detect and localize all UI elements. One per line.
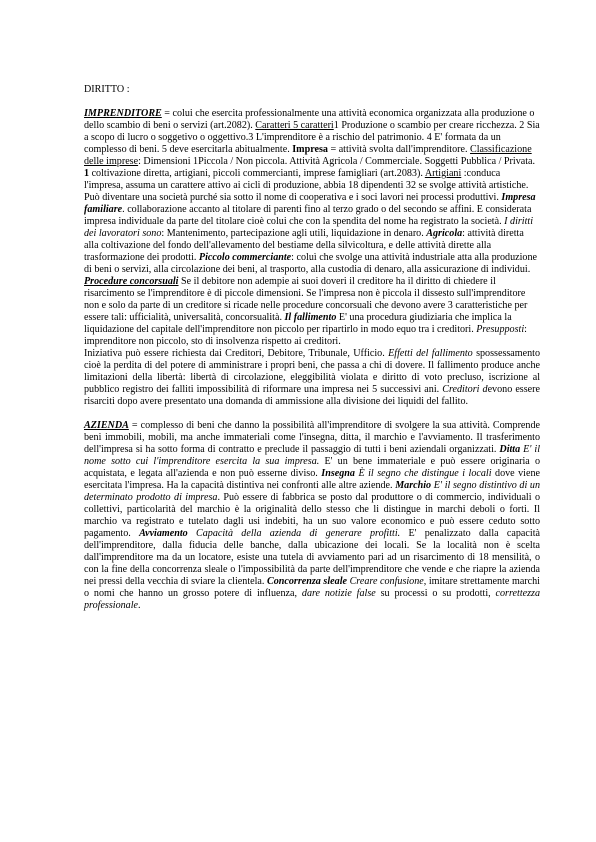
imprenditore-term: IMPRENDITORE [84, 108, 162, 119]
avviamento-definition: Capacità della azienda di generare profitti. [187, 528, 401, 539]
azienda-text-1: = complesso di beni che danno la possibilità all'imprenditore di svolgere la sua attività. Comprende beni immobili, mobili, ma anche immateriali come l'insegna, ditta, il marchio e l'avviamento. Il trasferimento dell'impresa si ha sotto forma di contratto e preclude il passaggio di tutti i beni aziendali organizzati. [84, 420, 540, 455]
classificazione-label: Classificazione delle imprese [84, 144, 532, 167]
iniziativa-paragraph [84, 348, 540, 408]
imprenditore-text-7: . collaborazione accanto al titolare di parenti fino al terzo grado o del secondo se affini. E considerata impresa individuale da parte del titolare cioè colui che con la spendita del nome ha registrato la società. [84, 204, 532, 227]
imprenditore-text-11: Se il debitore non adempie ai suoi doveri il creditore ha il diritto di chiedere il risarcimento se l'imprenditore è di piccole dimensioni. Se l'impresa non è piccola il dissesto sull'imprenditore non e solo da parte di un creditore si ricade nelle procedure concorsuali che devono avere 3 caratteristiche per essere tali: ufficialità, universalità, concorsualità. [84, 276, 528, 323]
azienda-text-2: E' un bene immateriale e può essere originaria o acquistata, e legata all'azienda e non può esserne diviso. [84, 456, 540, 479]
imprenditore-text-12: E' una procedura giudiziaria che implica la liquidazione del capitale dell'imprenditore non piccolo per ripartirlo in modo equo tra i creditori. [84, 312, 512, 335]
correttezza-label: correttezza professionale [84, 588, 541, 611]
azienda-text-3: dove viene esercitata l'impresa. Ha la capacità distintiva nei confronti alle altre aziende. [84, 468, 540, 491]
impresa-familiare-label: Impresa familiare [84, 192, 536, 215]
iniziativa-text-1: Iniziativa può essere richiesta dai Creditori, Debitore, Tribunale, Ufficio. [84, 348, 389, 359]
imprenditore-text-3: = attività svolta dall'imprenditore. [327, 144, 471, 155]
azienda-text-6: , imitare strettamente marchi o nomi che hanno un grosso potere di influenza, [84, 576, 540, 599]
imprenditore-text-9: : attività diretta alla coltivazione del fondo dell'allevamento del bestiame della silvicoltura, e delle attività dirette alla trasformazione dei prodotti. [84, 228, 524, 263]
artigiani-label: Artigiani [424, 168, 462, 179]
number-one: 1 [84, 168, 90, 179]
agricola-label: Agricola [426, 228, 463, 239]
notizie-false-label: dare notizie false [301, 588, 376, 599]
imprenditore-paragraph [84, 108, 540, 348]
concorrenza-definition: Creare confusione [346, 576, 424, 587]
imprenditore-text-6: :conduca l'impresa, assuma un carattere attivo ai cicli di produzione, abbia 18 dipendenti 32 se svolge attività artistiche. Può diventare una società purché sia sotto il nome di cooperativa e i soci lavori nei processi produttivi. [84, 168, 529, 203]
imprenditore-text-8: : Mantenimento, partecipazione agli utili, liquidazione in denaro. [161, 228, 427, 239]
ditta-definition: E' il nome sotto cui l'imprenditore esercita la sua impresa. [84, 444, 540, 467]
azienda-paragraph [84, 420, 540, 612]
impresa-label: Impresa [292, 144, 328, 155]
marchio-label: Marchio [395, 480, 432, 491]
fallimento-label: Il fallimento [284, 312, 337, 323]
avviamento-label: Avviamento [139, 528, 188, 539]
imprenditore-text-4: : Dimensioni 1Piccola / Non piccola. Attività Agricola / Commerciale. Soggetti Pubblica / Privata. [138, 156, 536, 167]
creditori-label: Creditori d [442, 384, 488, 395]
presupposti-label: Presupposti [476, 324, 525, 335]
paragraph-spacer [84, 408, 540, 420]
insegna-label: Insegna [321, 468, 355, 479]
document-page [84, 84, 540, 612]
iniziativa-text-3: evono essere risarciti dopo avere presentato una domanda di ammissione alla divisione dei liquidi del fallito. [84, 384, 540, 407]
azienda-text-5: E' penalizzato dalla capacità dell'imprenditore, dalla fiducia delle banche, dalla ubicazione dei locali. Se la località non è scelta dall'imprenditore ma da un locatore, esiste una tutela di avviamento pari ad un risarcimento di 18 mensilità, o con la fine della concorrenza sleale o l'impossibilità da parte dell'imprenditore che vende e che riapre la azienda nei pressi della vecchia di sviare la clientela. [84, 528, 540, 587]
azienda-term: AZIENDA [84, 420, 129, 431]
concorrenza-sleale-label: Concorrenza sleale [267, 576, 347, 587]
piccolo-commerciante-label: Piccolo commerciante [198, 252, 292, 263]
azienda-text-7: su processi o su prodotti, [375, 588, 496, 599]
imprenditore-text-10: : coluì che svolge una attività industriale atta alla produzione di beni o servizi, alla circolazione dei beni, al trasporto, alla custodia di denaro, alla assicurazione di individui. [84, 252, 537, 275]
procedure-concorsuali-label: Procedure concorsuali [84, 276, 179, 287]
effetti-label: Effetti del fallimento [388, 348, 473, 359]
azienda-text-8: . [138, 600, 141, 611]
imprenditore-text-5: coltivazione diretta, artigiani, piccoli commercianti, imprese famigliari (art.2083). [89, 168, 425, 179]
insegna-definition: È il segno che distingue i locali [354, 468, 492, 479]
imprenditore-text-13: : imprenditore non piccolo, sto di insolvenza rispetto ai creditori. [84, 324, 527, 347]
iniziativa-text-2: spossessamento cioè la perdita di del potere di amministrare i propri beni, che passa a chi di dovere. Il fallimento produce anche limitazioni della libertà: libertà di circolazione, eleggibilità violata e diritto di voto precluso, iscrizione al pubblico registro dei falliti impossibilità di riformare una impresa nei 5 successivi ani. [84, 348, 541, 395]
azienda-text-4: . Può essere di fabbrica se posto dal produttore o di commercio, individuali o collettivi, particolarità del marchio è la originalità dello stesso che li distingue in marchi deboli o forti. Il marchio va registrato e tutelato dagli usi indebiti, ha un suo valore economico e può essere ceduto sotto pagamento. [84, 492, 541, 539]
marchio-definition: E' il segno distintivo di un determinato prodotto di impresa [84, 480, 541, 503]
imprenditore-text-2: 1 Produzione o scambio per creare ricchezza. 2 Sia a scopo di lucro o soggetivo o oggettivo.3 L'imprenditore è a rischio del patrimonio. 4 E' formata da un complesso di beni. 5 deve esercitarla abitualmente. [84, 120, 540, 155]
document-heading: DIRITTO : [84, 84, 130, 95]
imprenditore-text-1: = colui che esercita professionalmente una attività economica organizzata alla produzione o dello scambio di beni o servizi (art.2082). [84, 108, 535, 131]
caratteri-label: Caratteri 5 caratteri [255, 120, 334, 131]
ditta-label: Ditta [499, 444, 521, 455]
diritti-label: I diritti dei lavoratori sono [84, 216, 534, 239]
